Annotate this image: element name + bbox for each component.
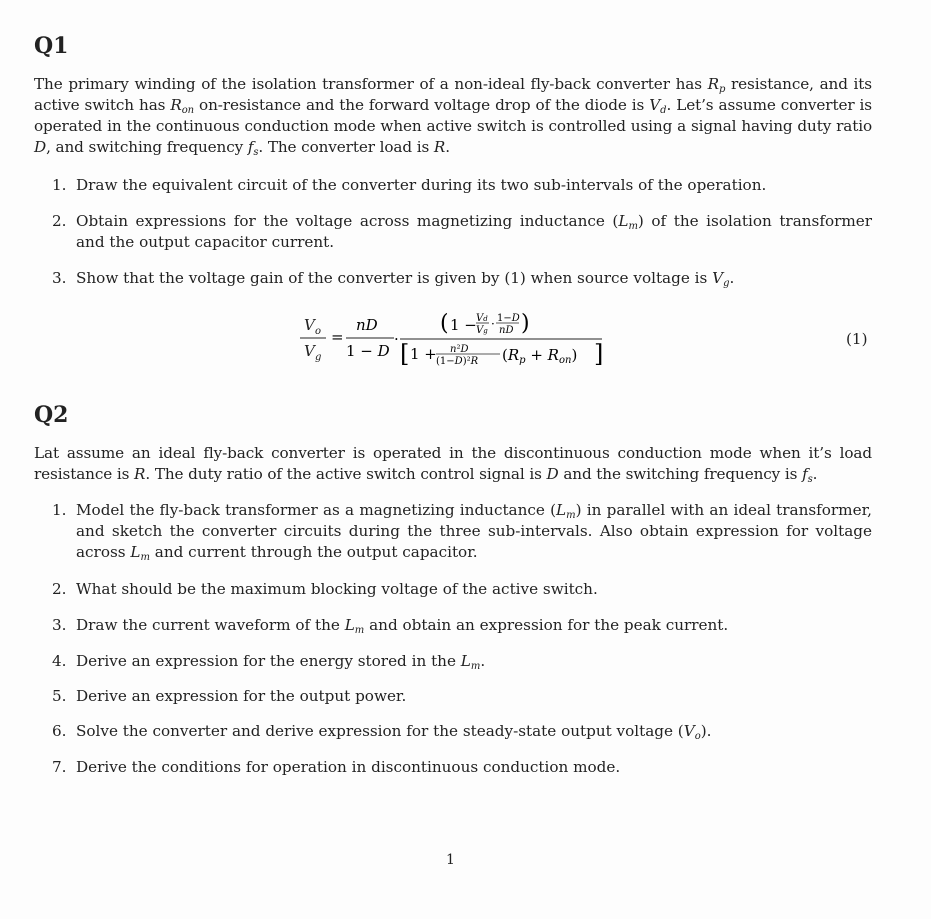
svg-text:]: ] xyxy=(594,340,604,368)
q2-item-7: 7. Derive the conditions for operation in discontinuous conduction mode. xyxy=(52,758,621,776)
svg-text:Vd: Vd xyxy=(476,313,488,324)
svg-text:[: [ xyxy=(400,340,410,368)
page-number: 1 xyxy=(446,852,455,868)
svg-text:1 −: 1 − xyxy=(450,316,477,334)
svg-text:n²D: n²D xyxy=(450,344,469,355)
svg-text:Vg: Vg xyxy=(476,325,488,336)
svg-text:nD: nD xyxy=(356,316,378,334)
svg-text:(Rp + Ron): $(R_p + R_{on})$ xyxy=(502,346,578,366)
q2-item-3: 3. Draw the current waveform of the $L_m$ and obtain an expression for the peak current. xyxy=(52,616,729,636)
q2-intro: Lat assume an ideal fly-back converter is operated in the discontinuous conduction mode when it’s load resistance is R. The duty ratio of the active switch control signal is D and the switching frequency is $f_s$. xyxy=(34,444,872,485)
equation-number: (1) xyxy=(846,330,868,348)
q1-heading: Q1 xyxy=(34,33,69,59)
q2-item-5: 5. Derive an expression for the output power. xyxy=(52,687,407,705)
svg-text:1−D: 1−D xyxy=(497,313,520,324)
svg-text:·: · xyxy=(394,330,399,348)
svg-text:1 +: 1 + xyxy=(410,345,437,363)
svg-text:o: o xyxy=(315,326,322,337)
voltage-gain-equation xyxy=(290,308,620,378)
svg-text:nD: nD xyxy=(499,325,514,336)
q2-item-6: 6. Solve the converter and derive expression for the steady-state output voltage $(V_o)$. xyxy=(52,722,712,742)
q2-item-2: 2. What should be the maximum blocking voltage of the active switch. xyxy=(52,580,598,598)
svg-text:1 − D: 1 − D xyxy=(346,342,390,360)
q1-intro: The primary winding of the isolation transformer of a non-ideal fly-back converter has $R_p$ resistance, and its active switch has $R_{on}$ on-resistance and the forward voltage drop of the diode is $V_d$. Let’s assume converter is operated in the continuous conduction mode when active switch is controlled using a signal having duty ratio D, and switching frequency $f_s$. The converter load is R. xyxy=(34,75,872,158)
svg-text:): ) xyxy=(521,311,530,336)
svg-text:g: g xyxy=(315,352,322,363)
q2-item-1: 1. Model the fly-back transformer as a magnetizing inductance $(L_m)$ in parallel with an ideal transformer, and sketch the converter circuits during the three sub-intervals. Also obtain expression for voltage across $L_m$ and current through the output capacitor. xyxy=(52,501,872,563)
svg-text:V: V xyxy=(304,316,315,334)
svg-text:V: V xyxy=(304,342,315,360)
svg-text:=: = xyxy=(331,328,344,346)
q1-item-3: 3. Show that the voltage gain of the converter is given by (1) when source voltage is $V_g$. xyxy=(52,269,735,289)
svg-text:(1−D)²R: (1−D)²R xyxy=(436,356,479,367)
q2-heading: Q2 xyxy=(34,402,69,428)
svg-text:·: · xyxy=(491,317,495,331)
q2-item-4: 4. Derive an expression for the energy stored in the $L_m$. xyxy=(52,652,486,672)
q1-item-2: 2. Obtain expressions for the voltage across magnetizing inductance $(L_m)$ of the isolation transformer and the output capacitor current. xyxy=(52,212,872,251)
q1-item-1: 1. Draw the equivalent circuit of the converter during its two sub-intervals of the operation. xyxy=(52,176,767,194)
svg-text:(: ( xyxy=(440,311,449,336)
